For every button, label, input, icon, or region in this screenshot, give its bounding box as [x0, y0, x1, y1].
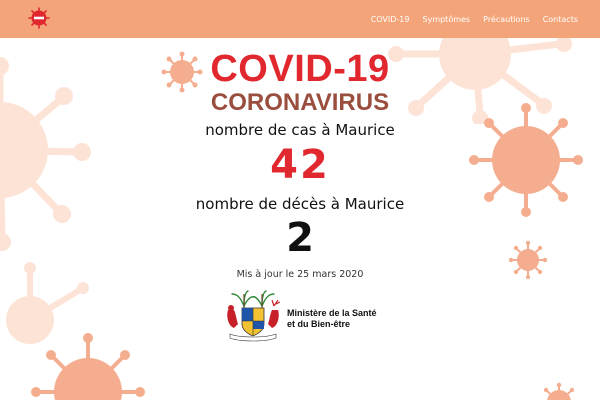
- ministry-name-line1: Ministère de la Santé: [287, 308, 377, 318]
- page-subtitle: CORONAVIRUS: [210, 89, 390, 116]
- ministry-name: [287, 308, 397, 330]
- nav-precautions[interactable]: Précautions: [483, 14, 530, 24]
- cases-label: nombre de cas à Maurice: [205, 121, 395, 139]
- nav-covid19[interactable]: COVID-19: [370, 14, 410, 24]
- page-title: COVID-19: [210, 48, 390, 90]
- last-updated: Mis à jour le 25 mars 2020: [236, 269, 364, 280]
- deaths-label: nombre de décès à Maurice: [195, 195, 405, 213]
- cases-count: 42: [270, 142, 330, 188]
- nav-symptomes[interactable]: Symptômes: [422, 14, 471, 24]
- ministry-name-line2: et du Bien-être: [287, 319, 351, 329]
- nav-contacts[interactable]: Contacts: [542, 14, 578, 24]
- main-content: [0, 38, 600, 400]
- no-entry-virus-icon[interactable]: [28, 7, 50, 29]
- top-header: [0, 0, 600, 38]
- main-nav: [371, 0, 578, 38]
- coat-of-arms-icon: [222, 288, 284, 342]
- deaths-count: 2: [286, 215, 314, 261]
- ministry-logo: [222, 288, 392, 342]
